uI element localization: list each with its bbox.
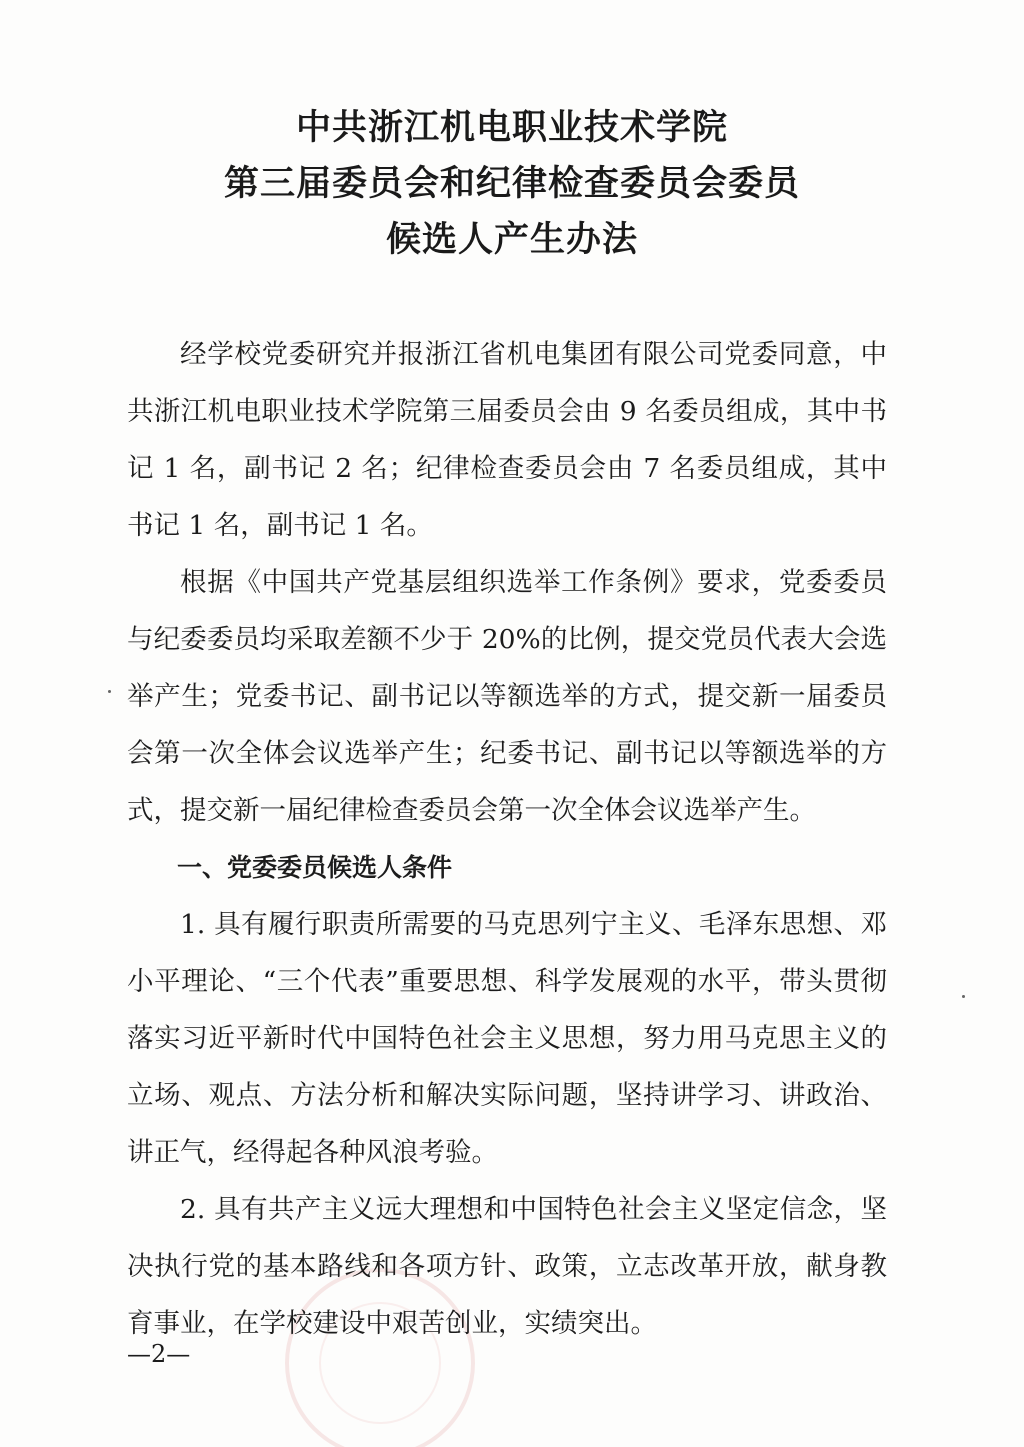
scan-speck: [108, 690, 111, 693]
title-line-2: 第三届委员会和纪律检查委员会委员: [223, 163, 800, 204]
section-heading: 一、党委委员候选人条件: [177, 853, 453, 882]
condition-item-1: 1. 具有履行职责所需要的马克思列宁主义、毛泽东思想、邓小平理论、“三个代表”重要思想、科学发展观的水平，带头贯彻落实习近平新时代中国特色社会主义思想，努力用马克思主义的立场、观点、方法分析和解决实际问题，坚持讲学习、讲政治、讲正气，经得起各种风浪考验。: [127, 909, 887, 1168]
paragraph-election-rules: 根据《中国共产党基层组织选举工作条例》要求，党委委员与纪委委员均采取差额不少于 20%的比例，提交党员代表大会选举产生；党委书记、副书记以等额选举的方式，提交新一届委员会第一次全体会议选举产生；纪委书记、副书记以等额选举的方式，提交新一届纪律检查委员会第一次全体会议选举产生。: [127, 567, 887, 826]
page-number: —2—: [127, 1340, 191, 1368]
title-line-1: 中共浙江机电职业技术学院: [295, 107, 728, 148]
paragraph-composition: 经学校党委研究并报浙江省机电集团有限公司党委同意，中共浙江机电职业技术学院第三届委员会由 9 名委员组成，其中书记 1 名，副书记 2 名；纪律检查委员会由 7 名委员组成，其中书记 1 名，副书记 1 名。: [127, 339, 887, 541]
scan-speck: [962, 995, 965, 998]
document-body: [127, 326, 887, 1352]
document-title: [0, 100, 1024, 268]
title-line-3: 候选人产生办法: [385, 219, 638, 260]
condition-item-2: 2. 具有共产主义远大理想和中国特色社会主义坚定信念，坚决执行党的基本路线和各项方针、政策，立志改革开放，献身教育事业，在学校建设中艰苦创业，实绩突出。: [127, 1194, 887, 1339]
